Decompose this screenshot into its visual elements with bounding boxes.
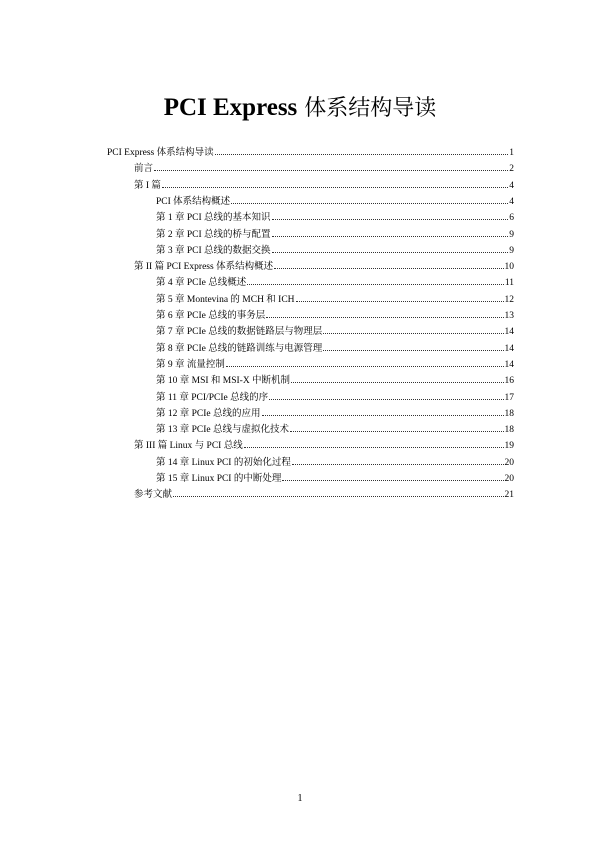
- toc-entry-page: 18: [504, 425, 514, 436]
- page-number: 1: [297, 793, 303, 804]
- toc-entry[interactable]: [134, 179, 514, 194]
- toc-dot-leader: [162, 187, 508, 188]
- toc-entry[interactable]: [156, 423, 514, 438]
- toc-entry[interactable]: [156, 244, 514, 259]
- toc-entry-page: 11: [504, 278, 514, 289]
- toc-entry[interactable]: [156, 342, 514, 357]
- toc-dot-leader: [323, 333, 503, 334]
- toc-entry-title: 第 1 章 PCI 总线的基本知识: [156, 213, 271, 224]
- toc-dot-leader: [247, 284, 504, 285]
- toc-entry-page: 14: [504, 343, 514, 354]
- toc-dot-leader: [296, 301, 504, 302]
- toc-entry[interactable]: [156, 325, 514, 340]
- toc-entry[interactable]: [156, 407, 514, 422]
- toc-dot-leader: [154, 170, 508, 171]
- toc-dot-leader: [269, 399, 503, 400]
- toc-entry-title: 前言: [134, 164, 154, 175]
- toc-entry-title: 第 10 章 MSI 和 MSI-X 中断机制: [156, 376, 291, 387]
- toc-entry[interactable]: [134, 260, 514, 275]
- toc-entry[interactable]: [156, 276, 514, 291]
- toc-entry-title: 第 I 篇: [134, 180, 161, 191]
- toc-entry-page: 4: [509, 196, 514, 207]
- toc-entry-title: 第 6 章 PCIe 总线的事务层: [156, 311, 266, 321]
- toc-dot-leader: [274, 268, 503, 269]
- toc-entry[interactable]: [134, 162, 514, 177]
- toc-entry[interactable]: [134, 439, 514, 454]
- toc-entry[interactable]: [156, 456, 514, 471]
- toc-entry-page: 20: [504, 474, 514, 484]
- toc-entry-page: 14: [504, 359, 514, 370]
- toc-entry-page: 21: [504, 490, 514, 501]
- toc-entry-title: 第 13 章 PCIe 总线与虚拟化技术: [156, 425, 290, 436]
- toc-entry-page: 1: [509, 148, 514, 158]
- toc-entry-page: 9: [509, 245, 514, 256]
- toc-entry-title: 参考文献: [134, 490, 173, 501]
- toc-dot-leader: [290, 431, 503, 432]
- toc-entry-page: 13: [504, 311, 514, 321]
- document-title-latin: PCI Express: [163, 94, 298, 121]
- toc-entry[interactable]: [107, 146, 514, 161]
- toc-entry-page: 4: [509, 180, 514, 191]
- toc-entry-page: 18: [504, 408, 514, 419]
- toc-dot-leader: [244, 447, 504, 448]
- toc-entry-title: 第 12 章 PCIe 总线的应用: [156, 408, 261, 419]
- toc-entry-title: 第 II 篇 PCI Express 体系结构概述: [134, 262, 274, 273]
- toc-dot-leader: [323, 350, 503, 351]
- toc-entry-title: 第 4 章 PCIe 总线概述: [156, 278, 247, 289]
- toc-entry[interactable]: [156, 374, 514, 389]
- toc-entry[interactable]: [156, 391, 514, 406]
- toc-entry-page: 9: [509, 229, 514, 240]
- toc-entry[interactable]: [156, 211, 514, 226]
- toc-entry[interactable]: [134, 488, 514, 503]
- toc-dot-leader: [215, 154, 509, 155]
- toc-entry[interactable]: [156, 472, 514, 487]
- toc-entry[interactable]: [156, 228, 514, 243]
- toc-entry-page: 12: [504, 294, 514, 305]
- toc-dot-leader: [262, 415, 504, 416]
- toc-dot-leader: [272, 252, 509, 253]
- toc-entry-title: 第 3 章 PCI 总线的数据交换: [156, 245, 271, 256]
- toc-dot-leader: [272, 219, 509, 220]
- toc-entry-title: 第 III 篇 Linux 与 PCI 总线: [134, 441, 243, 452]
- toc-entry-title: 第 8 章 PCIe 总线的链路训练与电源管理: [156, 343, 323, 354]
- toc-dot-leader: [226, 366, 504, 367]
- toc-entry-page: 17: [504, 392, 514, 403]
- toc-dot-leader: [272, 236, 509, 237]
- toc-dot-leader: [282, 480, 503, 481]
- document-title-cjk: 体系结构导读: [297, 96, 437, 121]
- toc-entry[interactable]: [156, 309, 514, 324]
- toc-entry-title: 第 5 章 Montevina 的 MCH 和 ICH: [156, 294, 295, 305]
- toc-dot-leader: [266, 317, 503, 318]
- toc-entry-title: 第 2 章 PCI 总线的桥与配置: [156, 229, 271, 240]
- toc-entry-page: 2: [509, 164, 514, 175]
- toc-entry-title: PCI Express 体系结构导读: [107, 148, 214, 158]
- toc-entry-title: 第 14 章 Linux PCI 的初始化过程: [156, 457, 291, 468]
- toc-entry-page: 16: [504, 376, 514, 387]
- document-title: [0, 92, 600, 125]
- toc-entry[interactable]: [156, 358, 514, 373]
- toc-entry[interactable]: [156, 195, 514, 210]
- toc-dot-leader: [292, 464, 504, 465]
- toc-entry-page: 20: [504, 457, 514, 468]
- toc-entry-title: PCI 体系结构概述: [156, 196, 231, 207]
- toc-entry-page: 19: [504, 441, 514, 452]
- toc-dot-leader: [173, 496, 503, 497]
- toc-dot-leader: [231, 203, 508, 204]
- toc-entry-title: 第 11 章 PCI/PCIe 总线的序: [156, 392, 269, 403]
- toc-entry-page: 10: [504, 262, 514, 273]
- toc-entry-title: 第 15 章 Linux PCI 的中断处理: [156, 474, 282, 484]
- toc-entry-title: 第 7 章 PCIe 总线的数据链路层与物理层: [156, 327, 323, 338]
- toc-dot-leader: [291, 382, 503, 383]
- toc-entry-page: 6: [509, 213, 514, 224]
- toc-entry-page: 14: [504, 327, 514, 338]
- toc-entry-title: 第 9 章 流量控制: [156, 359, 225, 370]
- toc-entry[interactable]: [156, 293, 514, 308]
